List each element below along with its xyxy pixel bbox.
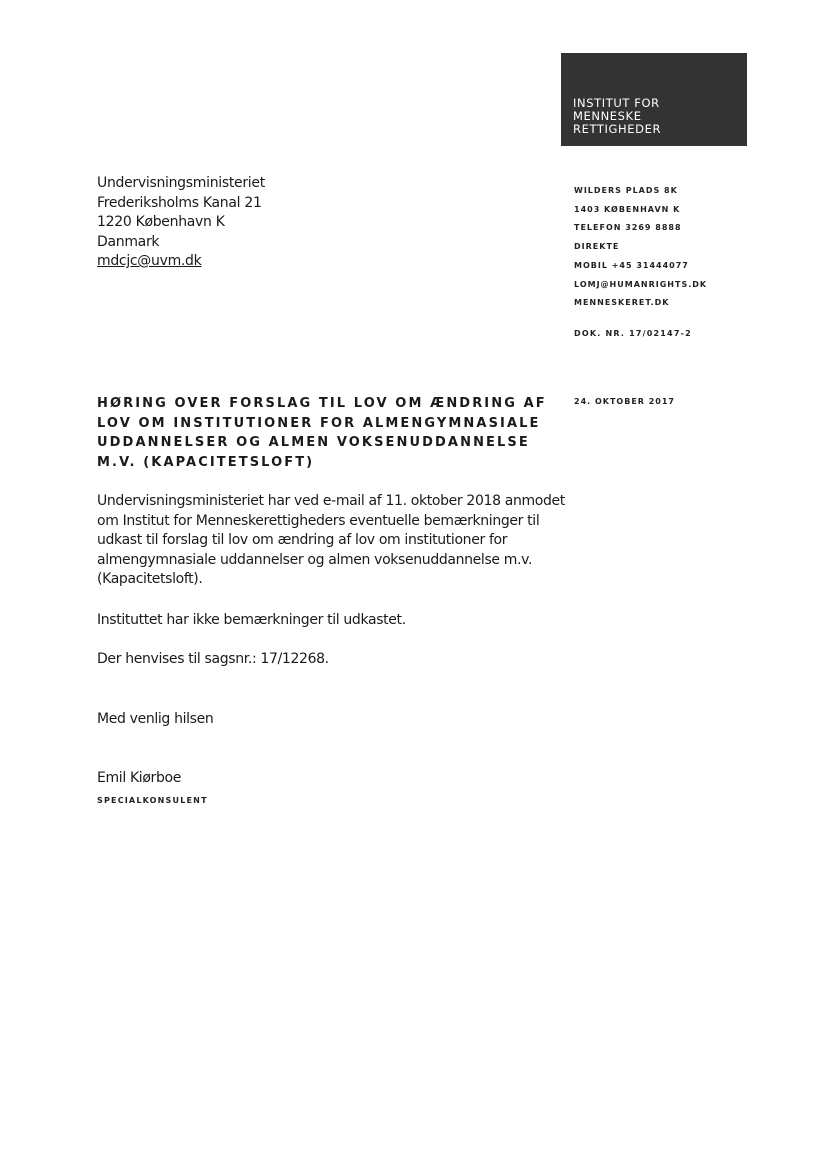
signer-name xyxy=(97,769,557,789)
recipient-address xyxy=(97,174,265,272)
body-line: Der henvises til sagsnr.: 17/12268. xyxy=(97,651,329,667)
body-line: Undervisningsministeriet har ved e-mail af 11. oktober 2018 anmodet xyxy=(97,493,565,509)
sender-contact-block xyxy=(574,182,707,313)
heading-line: UDDANNELSER OG ALMEN VOKSENUDDANNELSE xyxy=(97,435,530,450)
body-paragraph-1 xyxy=(97,492,565,590)
heading-line: LOV OM INSTITUTIONER FOR ALMENGYMNASIALE xyxy=(97,415,541,431)
logo-text xyxy=(573,97,661,136)
sender-mobile: MOBIL +45 31444077 xyxy=(574,260,689,270)
signer-name-text: Emil Kiørboe xyxy=(97,770,181,786)
document-number: DOK. NR. 17/02147-2 xyxy=(574,329,692,338)
sender-email: LOMJ@HUMANRIGHTS.DK xyxy=(574,279,708,289)
heading-line: HØRING OVER FORSLAG TIL LOV OM ÆNDRING AF xyxy=(97,396,547,411)
closing-salutation xyxy=(97,710,557,730)
letter-date: 24. OKTOBER 2017 xyxy=(574,397,675,406)
body-line: (Kapacitetsloft). xyxy=(97,571,203,587)
body-line: udkast til forslag til lov om ændring af lov om institutioner for xyxy=(97,532,508,548)
recipient-email-link[interactable]: mdcjc@uvm.dk xyxy=(97,253,202,269)
sender-direct: DIREKTE xyxy=(574,242,620,252)
recipient-country: Danmark xyxy=(97,233,160,250)
body-line: almengymnasiale uddannelser og almen voksenuddannelse m.v. xyxy=(97,551,533,568)
signer-title: SPECIALKONSULENT xyxy=(97,796,208,805)
recipient-street: Frederiksholms Kanal 21 xyxy=(97,194,262,211)
logo-line: RETTIGHEDER xyxy=(573,122,662,136)
recipient-city: 1220 København K xyxy=(97,214,225,230)
sender-address: WILDERS PLADS 8K xyxy=(574,186,678,195)
logo-line: INSTITUT FOR xyxy=(573,96,660,110)
body-line: om Institut for Menneskerettigheders eventuelle bemærkninger til xyxy=(97,512,540,529)
logo-box xyxy=(561,53,747,146)
closing-line: Med venlig hilsen xyxy=(97,711,214,727)
body-line: Instituttet har ikke bemærkninger til udkastet. xyxy=(97,612,406,628)
heading-line: M.V. (KAPACITETSLOFT) xyxy=(97,454,315,470)
letter-heading xyxy=(97,394,547,472)
recipient-name: Undervisningsministeriet xyxy=(97,175,265,191)
sender-website: MENNESKERET.DK xyxy=(574,298,670,308)
logo-line: MENNESKE xyxy=(573,109,642,123)
sender-postal: 1403 KØBENHAVN K xyxy=(574,204,681,214)
body-paragraph-3 xyxy=(97,650,557,670)
sender-phone: TELEFON 3269 8888 xyxy=(574,223,682,233)
body-paragraph-2 xyxy=(97,611,557,631)
